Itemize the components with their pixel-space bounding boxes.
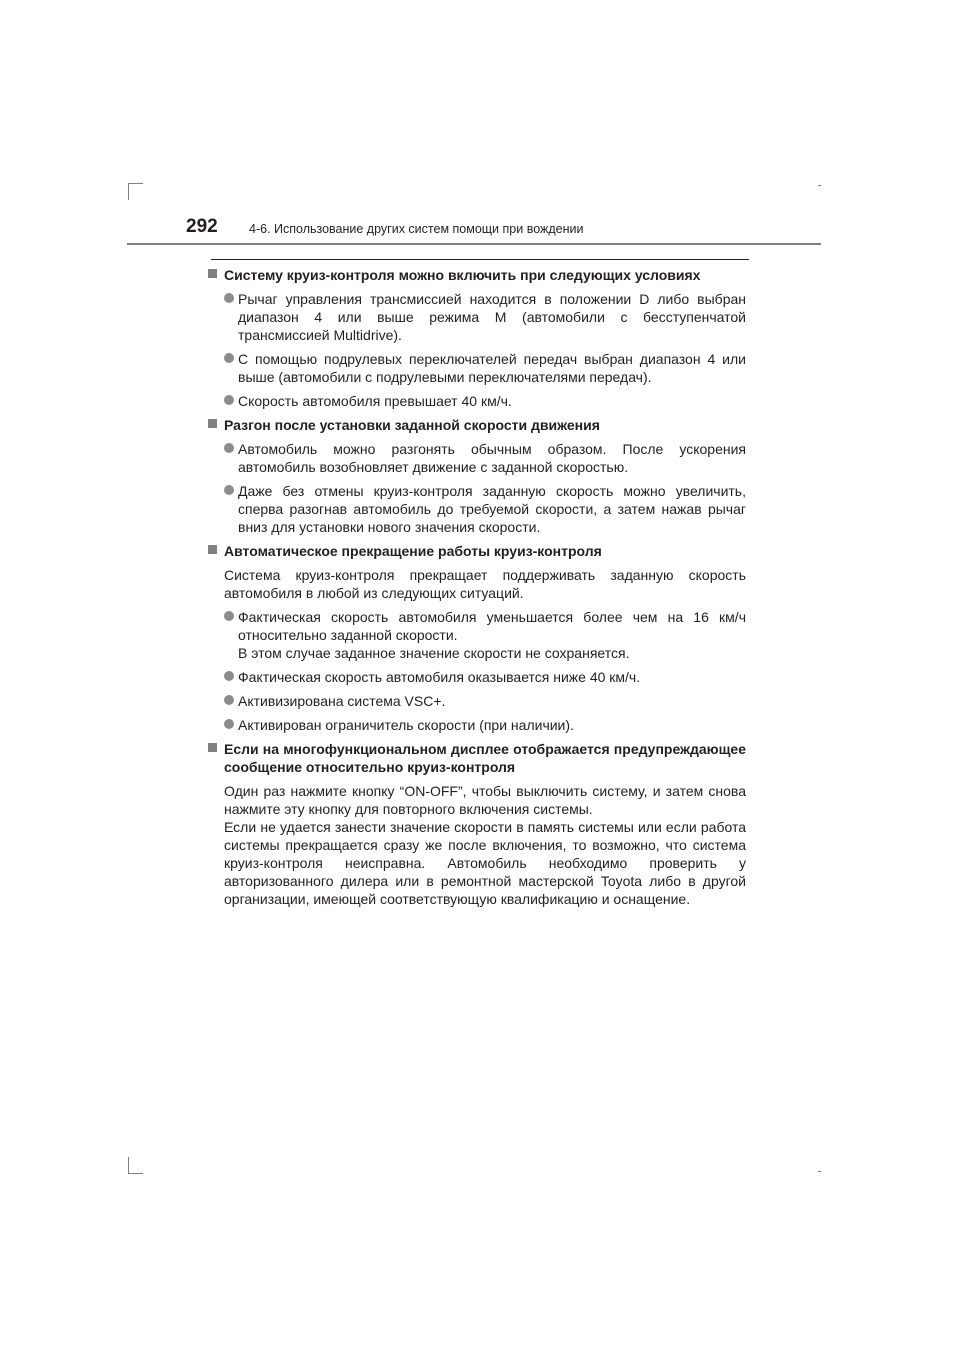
square-bullet-icon [208, 419, 217, 428]
list-item: Автомобиль можно разгонять обычным образом. После ускорения автомобиль возобновляет движение с заданной скоростью. [208, 440, 746, 476]
crop-mark-top-left-horizontal [128, 183, 143, 184]
list-item-note: В этом случае заданное значение скорости не сохраняется. [238, 645, 630, 661]
crop-mark-top-right [818, 185, 821, 186]
square-bullet-icon [208, 269, 217, 278]
list-item: С помощью подрулевых переключателей передач выбран диапазон 4 или выше (автомобили с подрулевыми переключателями передач). [208, 350, 746, 386]
list-item: Фактическая скорость автомобиля уменьшается более чем на 16 км/ч относительно заданной скорости. В этом случае заданное значение скорости не сохраняется. [208, 608, 746, 662]
circle-bullet-icon [224, 395, 234, 405]
list-item: Активирован ограничитель скорости (при наличии). [208, 716, 746, 734]
list-item: Даже без отмены круиз-контроля заданную скорость можно увеличить, сперва разогнав автомобиль до требуемой скорости, а затем нажав рычаг вниз для установки нового значения скорости. [208, 482, 746, 536]
crop-mark-bottom-left-vertical [128, 1157, 129, 1174]
header-divider [127, 243, 821, 245]
square-bullet-icon [208, 545, 217, 554]
page-content [208, 266, 746, 908]
section-heading: Разгон после установки заданной скорости движения [208, 416, 746, 434]
page-number: 292 [186, 216, 218, 237]
square-bullet-icon [208, 743, 217, 752]
section-heading: Систему круиз-контроля можно включить при следующих условиях [208, 266, 746, 284]
list-item: Фактическая скорость автомобиля оказывается ниже 40 км/ч. [208, 668, 746, 686]
circle-bullet-icon [224, 293, 234, 303]
list-item: Скорость автомобиля превышает 40 км/ч. [208, 392, 746, 410]
section-intro: Система круиз-контроля прекращает поддерживать заданную скорость автомобиля в любой из следующих ситуаций. [224, 567, 746, 601]
crop-mark-top-left-vertical [128, 183, 129, 200]
section-divider [211, 259, 749, 260]
section-heading: Если на многофункциональном дисплее отображается предупреждающее сообщение относительно круиз-контроля [208, 740, 746, 776]
circle-bullet-icon [224, 671, 234, 681]
crop-mark-bottom-left-horizontal [128, 1173, 143, 1174]
crop-mark-bottom-right [818, 1171, 821, 1172]
circle-bullet-icon [224, 695, 234, 705]
circle-bullet-icon [224, 611, 234, 621]
section-heading: Автоматическое прекращение работы круиз-контроля [208, 542, 746, 560]
circle-bullet-icon [224, 353, 234, 363]
chapter-title: 4-6. Использование других систем помощи при вождении [249, 222, 584, 236]
section-paragraph: Один раз нажмите кнопку “ON-OFF”, чтобы выключить систему, и затем снова нажмите эту кнопку для повторного включения системы. Если не удается занести значение скорости в память системы или если работа системы прекращается сразу же после включения, то возможно, что система круиз-контроля неисправна. Автомобиль необходимо проверить у авторизованного дилера или в ремонтной мастерской Toyota либо в другой организации, имеющей соответствующую квалификацию и оснащение. [224, 783, 746, 907]
circle-bullet-icon [224, 719, 234, 729]
circle-bullet-icon [224, 443, 234, 453]
list-item: Рычаг управления трансмиссией находится в положении D либо выбран диапазон 4 или выше режима M (автомобили с бесступенчатой трансмиссией Multidrive). [208, 290, 746, 344]
list-item: Активизирована система VSC+. [208, 692, 746, 710]
circle-bullet-icon [224, 485, 234, 495]
